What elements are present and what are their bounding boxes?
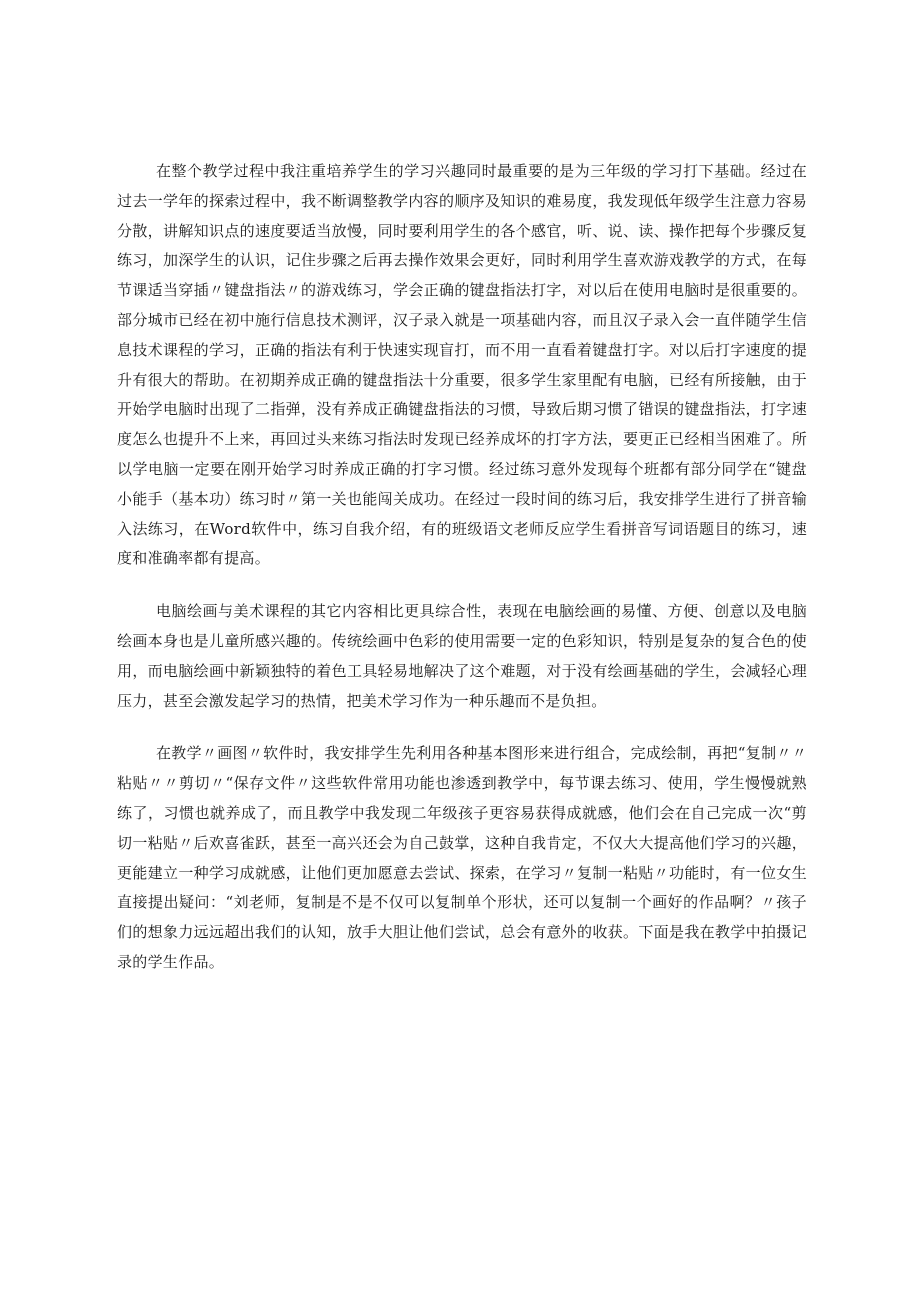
- document-body: [117, 157, 807, 978]
- paragraph-typing-practice: 在整个教学过程中我注重培养学生的学习兴趣同时最重要的是为三年级的学习打下基础。经过在过去一学年的探索过程中，我不断调整教学内容的顺序及知识的难易度，我发现低年级学生注意力容易分散，讲解知识点的速度要适当放慢，同时要利用学生的各个感官，听、说、读、操作把每个步骤反复练习，加深学生的认识，记住步骤之后再去操作效果会更好，同时利用学生喜欢游戏教学的方式，在每节课适当穿插〃键盘指法〃的游戏练习，学会正确的键盘指法打字，对以后在使用电脑时是很重要的。部分城市已经在初中施行信息技术测评，汉子录入就是一项基础内容，而且汉子录入会一直伴随学生信息技术课程的学习，正确的指法有利于快速实现盲打，而不用一直看着键盘打字。对以后打字速度的提升有很大的帮助。在初期养成正确的键盘指法十分重要，很多学生家里配有电脑，已经有所接触，由于开始学电脑时出现了二指弹，没有养成正确键盘指法的习惯，导致后期习惯了错误的键盘指法，打字速度怎么也提升不上来，再回过头来练习指法时发现已经养成坏的打字方法，要更正已经相当困难了。所以学电脑一定要在刚开始学习时养成正确的打字习惯。经过练习意外发现每个班都有部分同学在“键盘小能手（基本功）练习时〃第一关也能闯关成功。在经过一段时间的练习后，我安排学生进行了拼音输入法练习，在Word软件中，练习自我介绍，有的班级语文老师反应学生看拼音写词语题目的练习，速度和准确率都有提高。: [117, 162, 807, 568]
- paragraph-paint-software-teaching: 在教学〃画图〃软件时，我安排学生先利用各种基本图形来进行组合，完成绘制，再把“复制〃〃粘贴〃〃剪切〃“保存文件〃这些软件常用功能也渗透到教学中，每节课去练习、使用，学生慢慢就熟练了，习惯也就养成了，而且教学中我发现二年级孩子更容易获得成就感，他们会在自己完成一次“剪切一粘贴〃后欢喜雀跃，甚至一高兴还会为自己鼓掌，这种自我肯定，不仅大大提高他们学习的兴趣，更能建立一种学习成就感，让他们更加愿意去尝试、探索，在学习〃复制一粘贴〃功能时，有一位女生直接提出疑问：“刘老师，复制是不是不仅可以复制单个形状，还可以复制一个画好的作品啊？〃孩子们的想象力远远超出我们的认知，放手大胆让他们尝试，总会有意外的收获。下面是我在教学中拍摄记录的学生作品。: [117, 744, 807, 971]
- paragraph-computer-painting: 电脑绘画与美术课程的其它内容相比更具综合性，表现在电脑绘画的易懂、方便、创意以及电脑绘画本身也是儿童所感兴趣的。传统绘画中色彩的使用需要一定的色彩知识，特别是复杂的复合色的使用，而电脑绘画中新颖独特的着色工具轻易地解决了这个难题，对于没有绘画基础的学生，会减轻心理压力，甚至会激发起学习的热情，把美术学习作为一种乐趣而不是负担。: [117, 602, 807, 710]
